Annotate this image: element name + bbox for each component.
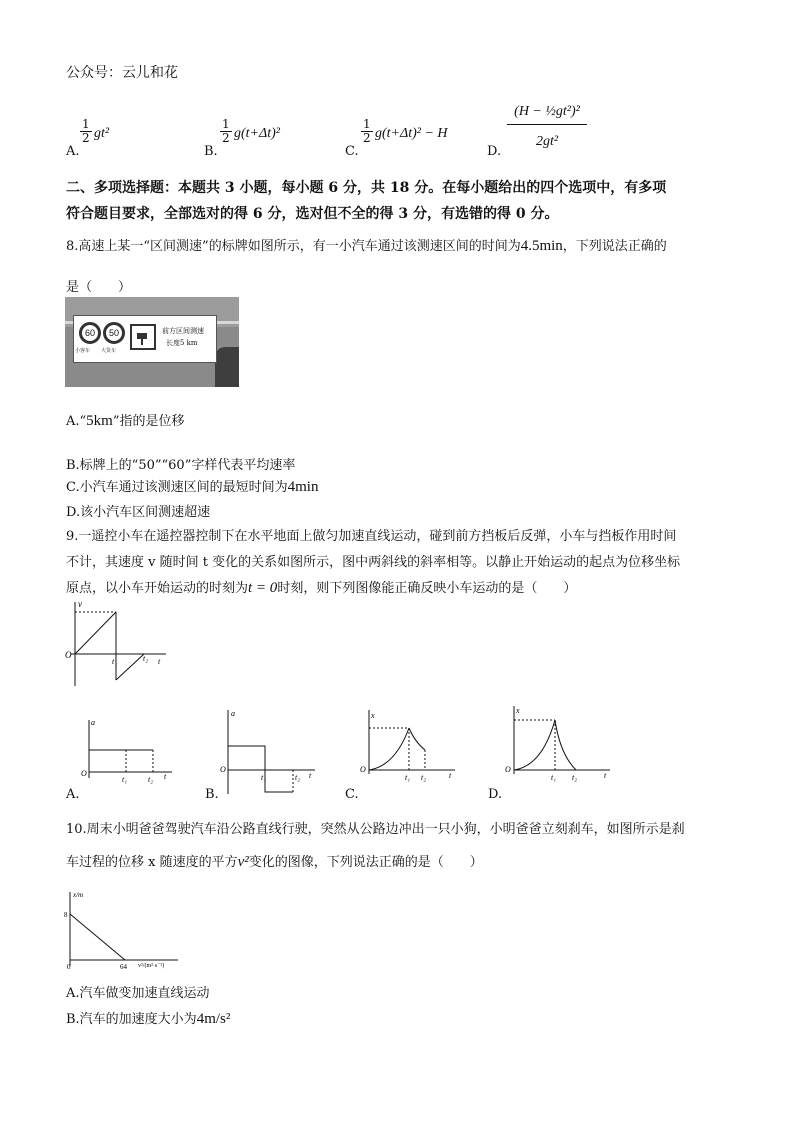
- q8-option-d: D.该小汽车区间测速超速: [66, 505, 211, 520]
- q9-stem-line2: 不计，其速度 v 随时间 t 变化的关系如图所示，图中两斜线的斜率相等。以静止开始运动的起点为位移坐标: [66, 555, 681, 570]
- q8-option-a: A.“5km”指的是位移: [66, 413, 185, 429]
- q9-option-b-graph: [205, 706, 320, 798]
- q9-option-a-label: A.: [66, 787, 80, 802]
- svg-text:8: 8: [64, 911, 68, 919]
- svg-text:O: O: [360, 765, 366, 774]
- svg-text:0: 0: [67, 963, 71, 971]
- q8-stem: 8.高速上某一“区间测速”的标牌如图所示，有一小汽车通过该测速区间的时间为4.5min，下列说法正确的: [66, 238, 667, 254]
- svg-text:t₁: t₁: [405, 773, 411, 782]
- speed-sign-photo: [65, 297, 239, 387]
- svg-text:O: O: [65, 650, 72, 660]
- svg-text:t₂: t₂: [572, 773, 578, 782]
- svg-text:t: t: [158, 657, 161, 666]
- source-header: 公众号：云儿和花: [66, 65, 178, 81]
- q8-option-c: C.小汽车通过该测速区间的最短时间为4min: [66, 479, 319, 495]
- section-heading-line1: 二、多项选择题：本题共 3 小题，每小题 6 分，共 18 分。在每小题给出的四个选项中，有多项: [66, 180, 667, 196]
- q9-stem-line1: 9.一遥控小车在遥控器控制下在水平地面上做匀加速直线运动，碰到前方挡板后反弹，小车与挡板作用时间: [66, 529, 677, 544]
- q9-option-c-label: C.: [345, 787, 359, 802]
- svg-text:t₁: t₁: [261, 773, 267, 782]
- q9-option-a-graph: [66, 716, 176, 798]
- q10-stem-line2: 车过程的位移 x 随速度的平方v²变化的图像，下列说法正确的是（ ）: [66, 854, 483, 870]
- svg-text:t: t: [309, 771, 312, 780]
- svg-text:O: O: [505, 765, 511, 774]
- q9-option-b-label: B.: [205, 787, 219, 802]
- q10-x-vs-v2-graph: [62, 888, 182, 974]
- q10-stem-line1: 10.周末小明爸爸驾驶汽车沿公路直线行驶，突然从公路边冲出一只小狗，小明爸爸立刻刹车，如图所示是刹: [66, 822, 685, 837]
- q9-velocity-time-graph: [60, 598, 170, 690]
- svg-text:t₁: t₁: [551, 773, 557, 782]
- svg-text:t₁: t₁: [122, 775, 128, 784]
- q8-option-b: B.标牌上的“50”“60”字样代表平均速率: [66, 458, 296, 473]
- svg-text:t: t: [604, 771, 607, 780]
- camera-icon: [130, 324, 156, 350]
- svg-text:O: O: [81, 769, 87, 778]
- svg-text:x: x: [516, 706, 520, 715]
- svg-text:a: a: [231, 709, 235, 718]
- q9-option-d-graph: [500, 702, 615, 798]
- q9-stem-line3: 原点，以小车开始运动的时刻为t = 0时刻，则下列图像能正确反映小车运动的是（ ）: [66, 580, 577, 596]
- q9-option-c-graph: [345, 706, 460, 798]
- svg-text:t₂: t₂: [143, 654, 149, 663]
- svg-text:t₂: t₂: [295, 773, 301, 782]
- speed-limit-60: 60: [79, 322, 101, 344]
- svg-text:v: v: [78, 599, 82, 609]
- svg-text:a: a: [91, 718, 95, 727]
- svg-text:t: t: [164, 772, 167, 781]
- svg-text:t: t: [449, 771, 452, 780]
- svg-text:x: x: [371, 711, 375, 720]
- q9-option-d-label: D.: [488, 787, 503, 802]
- q8-stem-end: 是（ ）: [66, 280, 132, 295]
- speed-limit-50: 50: [103, 322, 125, 344]
- svg-text:t₁: t₁: [112, 657, 118, 666]
- q10-option-a: A.汽车做变加速直线运动: [66, 986, 210, 1001]
- q10-option-b: B.汽车的加速度大小为4m/s²: [66, 1011, 231, 1027]
- svg-text:O: O: [220, 765, 226, 774]
- speed-sign-board: 60 50 小客车 大货车 前方区间测速 长度5 km: [73, 315, 217, 363]
- section-heading-line2: 符合题目要求，全部选对的得 6 分，选对但不全的得 3 分，有选错的得 0 分。: [66, 206, 559, 222]
- svg-text:t₂: t₂: [421, 773, 427, 782]
- svg-text:64: 64: [120, 963, 127, 971]
- svg-text:t₂: t₂: [148, 775, 154, 784]
- svg-text:v²/(m²·s⁻²): v²/(m²·s⁻²): [138, 963, 165, 969]
- svg-text:x/m: x/m: [73, 891, 84, 899]
